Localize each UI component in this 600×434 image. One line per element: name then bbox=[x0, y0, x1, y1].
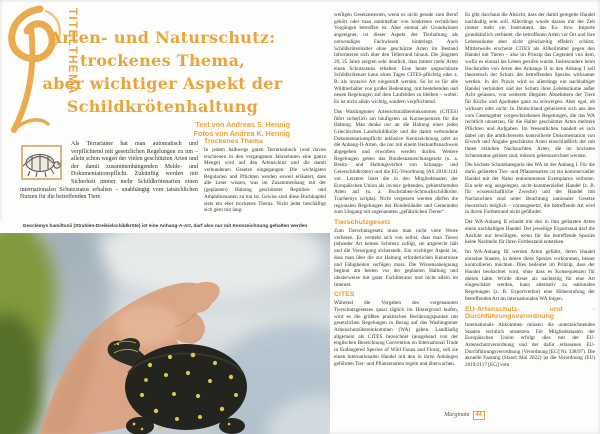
title-line: aber wichtiger Aspekt der bbox=[42, 74, 283, 93]
body-paragraph: Die höchste Schutzkategorie des WA ist der Anhang I. Für die darin gelisteten Tier- und Pflanzenarten ist ein kommerzieller Handel mit der Natur entnommenen Exemplaren verboten. Ein sehr eng ausgelegter, nicht-kommerzieller Handel (z. B. für wissenschaftliche Zwecke) und der Handel mit Nachzuchten sind unter Beachtung nationaler Gesetze theoretisch möglich – vorausgesetzt, die betreffende Art wird in ihrem Fortbestand nicht gefährdet. bbox=[465, 162, 595, 216]
page-number-badge: 44 bbox=[473, 411, 485, 420]
heading-trockenes-thema: Trockenes Thema bbox=[204, 138, 263, 145]
title-line: Arten- und Naturschutz: bbox=[49, 28, 276, 47]
article-title bbox=[30, 26, 295, 118]
right-page bbox=[334, 0, 595, 434]
body-paragraph: Der WA-Anhang II erlaubt mit den in ihm gelisteten Arten einen nachhaltigen Handel. Der jeweilige Exportstaat darf die Ausfuhr nur bewilligen, wenn für die betreffende Spezies keine Nachteile für ihren Fortbestand entstehen. bbox=[465, 219, 595, 246]
heading-eu-verordnung: EU-Artenschutz- und -Durchführungsverordnung bbox=[465, 305, 595, 320]
photo-caption: Geoclemys hamiltonii (Strahlen-Dreikielschildkröte) ist eine Anhang-A-Art, darf also nur mit Kennzeichnung gehalten werden bbox=[0, 221, 330, 233]
article-photo-hand-holding-spotted-pond-turtle bbox=[0, 233, 330, 434]
body-paragraph: Zum Tierschutzgesetz muss man nicht viele Worte verlieren. Es versteht sich von selbst, dass man Tieren jedweder Art keinen Schmerz zufügt, sie artgerecht hält und die Versorgung sicherstellt. Ein wichtiger Aspekt ist, dass man über die zur Haltung erforderlichen Kenntnisse und Fähigkeiten verfügen muss. Die Wissensaneignung beginnt am besten vor der geplanten Haltung und idealerweise mit guter Fachliteratur und nicht allein im Internet. bbox=[334, 228, 458, 288]
heading-cites: CITES bbox=[334, 291, 355, 299]
title-line: trockenes Thema, bbox=[79, 51, 246, 70]
right-column-1 bbox=[334, 12, 458, 370]
intro-column bbox=[20, 141, 198, 202]
byline bbox=[60, 121, 290, 138]
body-paragraph: Das Washingtoner Artenschutzübereinkommen (CITES) führt sicherlich am häufigsten zu Konsequenzen für die Haltung. Man denke nur an die Haltung einer jeden Griechischen Landschildkröte und die damit verbundene Dokumentationspflicht inklusive Kennzeichnung oder an die Anhang-II-Arten, die nur mit einem Herkunftsnachweis abgegeben und erworben werden dürfen. Weitere Regelungen geben das Bundesnaturschutzgesetz (u. a. Besitz- und Haltungsverbot von Schnapp- und Geierschildkröten) und die EG-Verordnung IAS 2016/1141 vor. Letztere listet die in den Mitgliedstaaten der Europäischen Union als invasiv geltenden, gebietsfremden Arten auf (u. a. Buchstaben-Schmuckschildkröte, Trachemys scripta). Nicht vergessen werden dürfen die regionalen Regelungen der Bundesländer und Gemeinden zum Umgang mit sogenannten „gefährlichen Tieren“. bbox=[334, 108, 458, 216]
trockenes-thema-column bbox=[204, 138, 326, 214]
section-tab-titelthema: TITELTHEMA bbox=[66, 8, 78, 95]
page-footer bbox=[334, 408, 595, 422]
body-paragraph: Im WA-Anhang III werden Arten geführt, deren Handel einzelne Staaten, in denen diese Spezies vorkommen, besser kontrollieren möchten. Dies bedeutet im Prinzip, dass der Handel beobachtet wird, ohne dass es Konsequenzen für diesen hätte. Würde dieser als nachteilig für eine Art eingeschätzt werden, kann alternativ zu nationalen Regelungen (z. B. Exportverbot) eine Höherstufung der betreffenden Art im internationalen WA folgen. bbox=[465, 248, 595, 302]
title-line: Schildkrötenhaltung bbox=[66, 97, 259, 116]
text-author: Text von Andreas S. Hennig bbox=[195, 120, 290, 129]
heading-tierschutzgesetz: Tierschutzgesetz bbox=[334, 219, 391, 227]
right-column-2 bbox=[465, 12, 595, 372]
intro-paragraph: Als Terrarianer hat man automatisch und verpflichtend mit gesetzlichen Regelungen zu tun – allein schon wegen der vielen geschützten Arten und der damit zusammenhängenden Melde- und Dokumentationspflicht. Zukünftig werden mit Sicherheit immer mehr Schildkrötenarten einen internationalen Schutzstatus erhalten – unabhängig vom tatsächlichen Nutzen für die betreffenden Tiere. bbox=[20, 141, 198, 201]
tortoise-sketch-icon bbox=[20, 142, 66, 184]
body-paragraph: Internationale Abkommen müssen die unterzeichnenden Staaten rechtlich umsetzen. Für Mitgliedsstaaten der Europäischen Union erfolgt dies mit der EU-Artenschutzverordnung und der dafür erlassenen EU-Durchführungsverordnung (Verordnung [EG] Nr. 338/97). Die aktuelle Fassung (Stand: Mai 2022) ist die Verordnung (EU) 2019/2117 [EG] vom bbox=[465, 321, 595, 369]
body-paragraph: Es gibt durchaus die Absicht, dass der damit geregelte Handel nachhaltig sein soll. Allerdings wurde daraus mit der Zeit immer mehr ein Instrument, das Ex- bzw. Importe grundsätzlich verbietet, die betroffenen Arten vor Ort und ihre Lebensräume aber nicht gleichzeitig effektiv schützt. Mittlerweile erscheint CITES als Allheilmittel gegen den Handel mit Tieren – also im Prinzip das Gegenteil von dem, wofür es einmal ins Leben gerufen wurde. Insbesondere beim Hochstufen von Arten des Anhangs II in den Anhang I soll theoretisch der Schutz der betreffenden Spezies wirksamer werden. In der Praxis wird so allerdings ein nachhaltiger Handel verhindert und der Schutz ihrer Lebensräume außer Acht gelassen, von weiteren illegalen Abnehmern der Tiere für Küche und Apotheke ganz zu schweigen. Aber egal, ob wirksam oder nicht: In Deutschland generieren sich aus den vom Gesetzgeber vorgeschriebenen Regelungen, die das WA rechtlich umsetzen, für die Halter geschützter Arten mehrere Pflichten und Aufgaben. Im Wesentlichen handelt es sich dabei um die amtlicherseits kontrollierte Dokumentation von Erwerb und Abgabe geschützter Arten einschließlich der mit ihnen erzielten Nachzuchten. Arten, die im höchsten Schutzstatus gelistet sind, müssen gekennzeichnet werden. bbox=[465, 12, 595, 159]
magazine-name: Marginata bbox=[444, 412, 470, 418]
body-paragraph: Während die Vorgaben des vorgenannten Tierschutzgesetzes quasi täglich im Hintergrund laufen, wird es die größten praktischen Berührungspunkte mit gesetzlichen Regelungen in Bezug auf das Washingtoner Artenschutzübereinkommen (WA) geben. Landläufig allgemein als CITES bezeichnet (ausgehend von der englischen Bezeichnung Convention on International Trade in Endangered Species of Wild Fauna and Flora), soll sie einen internationalen Handel mit den in ihren Anhängen geführten Tier- und Pflanzenarten regeln und überwachen. bbox=[334, 300, 458, 367]
photo-author: Fotos von Andrea K. Hennig bbox=[193, 128, 290, 138]
body-paragraph: weiligen Gesetzestexten, wenn es nicht gerade zum Beruf gehört oder man unmittelbar von konkreten rechtlichen Vorgängen betroffen ist. Aber einmal als Grundwissen angeeignet, ist dieser Aspekt der Tierhaltung als notwendiges Fachwissen hinterlegt. Auch Schildkrötenhalter ohne geschützte Arten im Bestand informieren sich über den Tellerrand hinaus. Die jüngsten 20, 25 Jahre zeigten sehr deutlich, dass immer mehr Arten einen Schutzstatus erhalten. Eine heute ungeschützte Schildkrötenart kann eines Tages CITES-pflichtig oder z. B. als invasive Art eingestuft werden. So ist es für alle Wildtierhalter von großer Bedeutung, mit bestehenden und neuen Regelungen auf dem Laufenden zu bleiben – wobei: Es ist nicht allein wichtig, sondern verpflichtend. bbox=[334, 12, 458, 106]
body-paragraph: In jedem halbwegs guten Terrarienbuch (und davon erschienen in den vergangenen Jahrzehnten eine ganze Menge) wird auf den Artenschutz und die damit verbundenen Gesetze eingegangen: Die wichtigsten Regularien und Pflichten werden soweit erläutert, dass alle Leser wissen, was im Zusammenhang mit der (geplanten) Haltung geschützter Reptilien- und Amphibienarten zu tun ist. Gewiss sind diese Buchkapitel stets ein eher trockenes Thema. Nicht jeder beschäftigt sich gern mit lang- bbox=[204, 146, 326, 214]
